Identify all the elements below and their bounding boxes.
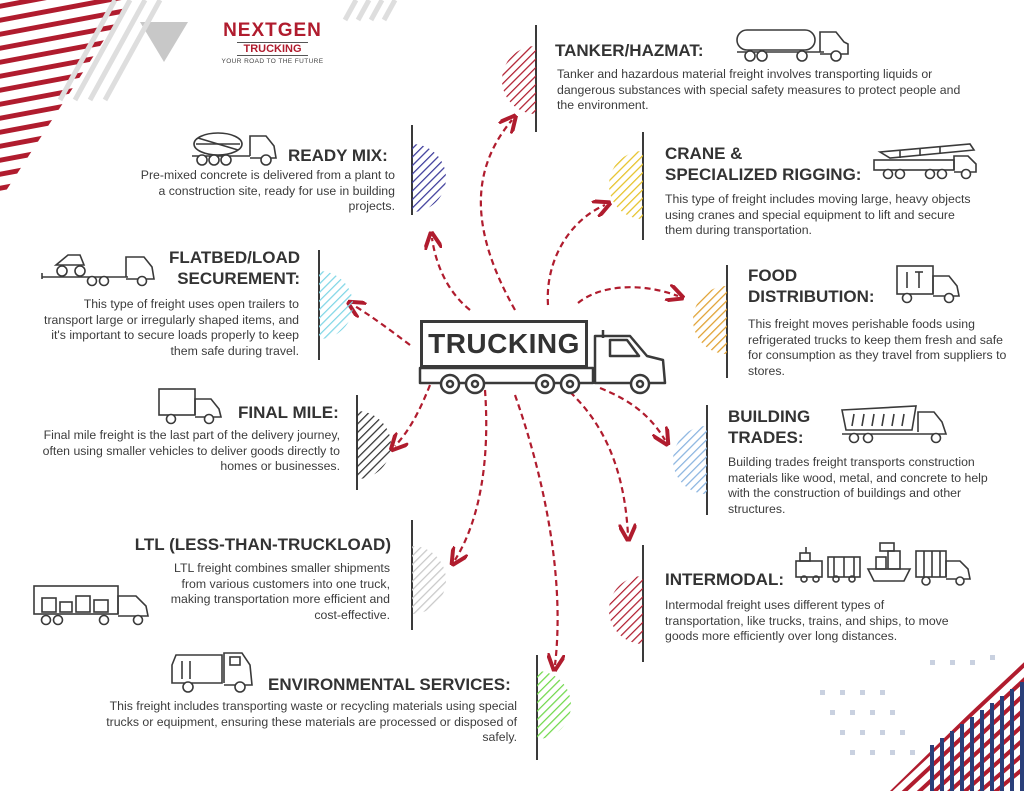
logo-brand-name: NEXTGEN: [223, 20, 322, 41]
refrigerated-truck-icon: [893, 262, 968, 304]
ready-mix-title: READY MIX:: [288, 146, 388, 165]
crane-truck-icon: [870, 138, 985, 183]
concrete-mixer-truck-icon: [188, 128, 283, 168]
flatbed-title-line2: SECUREMENT:: [177, 269, 300, 288]
intermodal-description: Intermodal freight uses different types of transportation, like trucks, trains, and ships, to move goods more efficiently over long distances.: [665, 598, 949, 643]
crane-title-line2: SPECIALIZED RIGGING:: [665, 165, 862, 184]
dump-truck-icon: [838, 402, 958, 446]
flatbed-description: This type of freight uses open trailers to transport large or irregularly shaped items, and it's important to secure loads properly to keep them safe during travel.: [44, 297, 299, 358]
arrow-to-flatbed: [353, 305, 410, 345]
logo-tagline: YOUR ROAD TO THE FUTURE: [221, 58, 324, 65]
tanker-truck-icon: [732, 24, 852, 64]
crane-title-line1: CRANE &: [665, 144, 743, 163]
intermodal-title: INTERMODAL:: [665, 570, 784, 589]
ready-mix-description: Pre-mixed concrete is delivered from a plant to a construction site, ready for use in building projects.: [140, 168, 395, 213]
arrow-to-crane: [548, 205, 605, 305]
ltl-description: LTL freight combines smaller shipments from various customers into one truck, making transportation more efficient and cost-effective.: [170, 561, 390, 622]
train-ship-truck-icon: [792, 537, 977, 587]
crane-description: This type of freight includes moving large, heavy objects using cranes and special equipment to lift and secure them during transportation.: [665, 192, 971, 237]
arrow-to-environmental: [515, 395, 558, 665]
logo-sub-name: TRUCKING: [237, 42, 307, 56]
flatbed-truck-icon: [38, 247, 158, 287]
hub-label: TRUCKING: [420, 320, 588, 368]
food-title-line2: DISTRIBUTION:: [748, 287, 875, 306]
arrow-to-ltl: [455, 390, 486, 560]
ltl-title: LTL (LESS-THAN-TRUCKLOAD): [134, 535, 391, 554]
tanker-description: Tanker and hazardous material freight involves transporting liquids or dangerous substances with special safety measures to protect people and the environment.: [557, 67, 961, 112]
tanker-title: TANKER/HAZMAT:: [555, 41, 704, 60]
arrow-to-ready-mix: [432, 238, 470, 310]
final-mile-description: Final mile freight is the last part of the delivery journey, often using smaller vehicles to deliver goods directly to homes or businesses.: [42, 428, 340, 473]
food-description: This freight moves perishable foods using refrigerated trucks to keep them fresh and safe for consumption as they travel from suppliers to stores.: [748, 317, 1007, 378]
flatbed-title-line1: FLATBED/LOAD: [169, 248, 300, 267]
final-mile-title: FINAL MILE:: [238, 403, 339, 422]
arrow-to-intermodal: [570, 392, 628, 535]
building-description: Building trades freight transports construction materials like wood, metal, and concrete to help with the construction of buildings and other structures.: [728, 455, 988, 516]
environmental-description: This freight includes transporting waste or recycling materials using special trucks or equipment, ensuring these materials are processed or disposed of safely.: [106, 699, 517, 744]
central-semi-truck-icon: [415, 318, 675, 398]
building-title-line1: BUILDING: [728, 407, 811, 426]
garbage-truck-icon: [168, 645, 258, 695]
ltl-trailer-icon: [30, 580, 158, 630]
box-truck-icon: [155, 385, 230, 427]
arrow-to-tanker: [481, 120, 515, 310]
building-title-line2: TRADES:: [728, 428, 804, 447]
environmental-title: ENVIRONMENTAL SERVICES:: [268, 675, 511, 694]
arrow-to-food: [578, 287, 678, 303]
food-title-line1: FOOD: [748, 266, 798, 285]
